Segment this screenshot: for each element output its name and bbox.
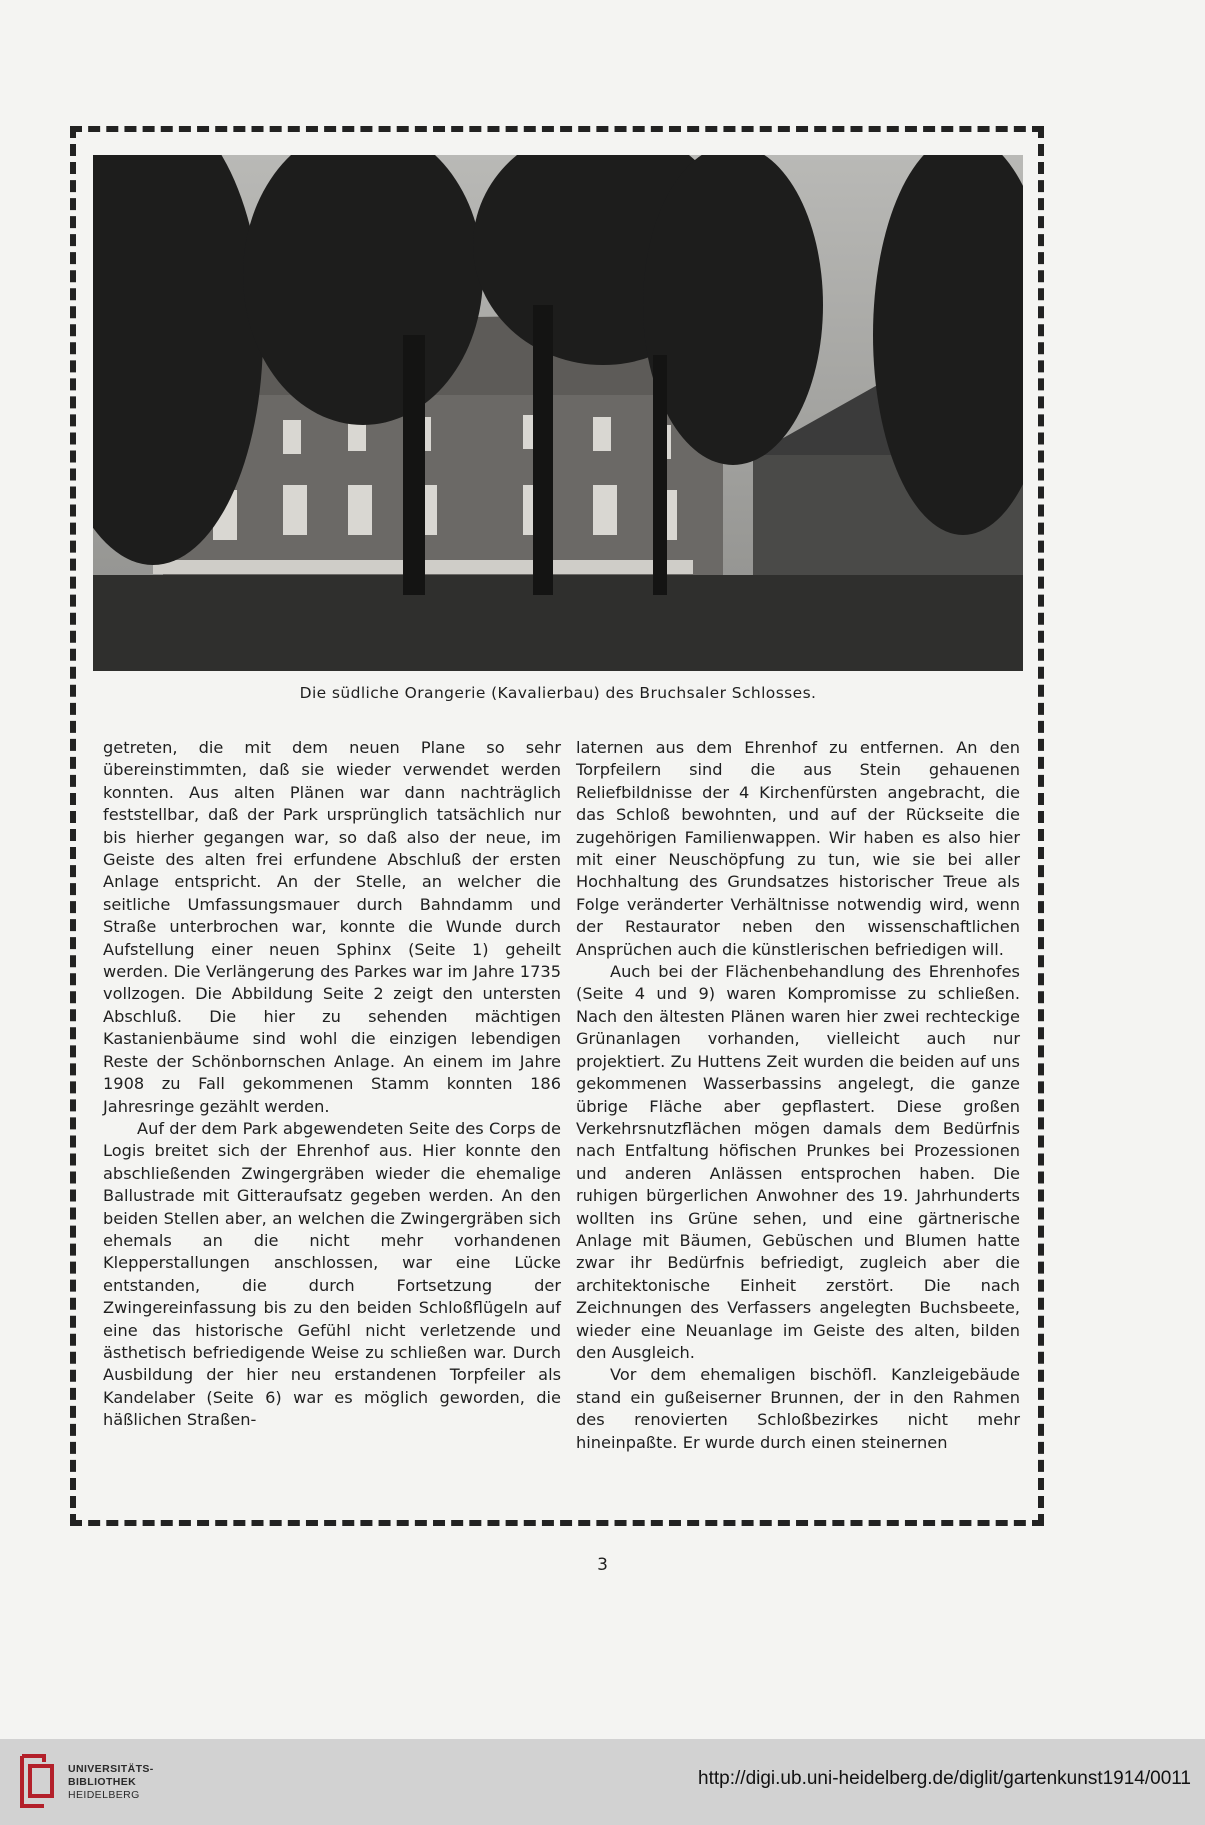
paragraph: Vor dem ehemaligen bischöfl. Kanzleigebäude stand ein gußeiserner Brunnen, der in den Rahmen des renovierten Schloßbezirkes nicht mehr hineinpaßte. Er wurde durch einen steinernen xyxy=(576,1365,1020,1452)
text-column-right xyxy=(576,737,1020,1454)
page-number: 3 xyxy=(597,1555,608,1575)
orangerie-photo xyxy=(93,155,1023,671)
library-logo-icon xyxy=(14,1750,60,1812)
source-url-link[interactable]: http://digi.ub.uni-heidelberg.de/diglit/gartenkunst1914/0011 xyxy=(698,1768,1191,1789)
paragraph: Auf der dem Park abgewendeten Seite des Corps de Logis breitet sich der Ehrenhof aus. Hier konnte den abschließenden Zwingergräben wieder die ehemalige Ballustrade mit Gitteraufsatz gegeben werden. An den beiden Stellen aber, an welchen die Zwingergräben sich ehemals an die nicht mehr vorhandenen Klepperstallungen anschlossen, war eine Lücke entstanden, die durch Fortsetzung der Zwingereinfassung bis zu den beiden Schloßflügeln auf eine das historische Gefühl nicht verletzende und ästhetisch befriedigende Weise zu schließen war. Durch Ausbildung der hier neu erstandenen Torpfeiler als Kandelaber (Seite 6) war es möglich geworden, die häßlichen Straßen- xyxy=(103,1118,561,1430)
text-column-left xyxy=(103,737,561,1432)
paragraph: Auch bei der Flächenbehandlung des Ehrenhofes (Seite 4 und 9) waren Kompromisse zu schließen. Nach den ältesten Plänen waren hier zwei rechteckige Grünanlagen vorhanden, vielleicht auch nur projektiert. Zu Huttens Zeit wurden die beiden auf uns gekommenen Wasserbassins angelegt, die ganze übrige Fläche aber gepflastert. Diese großen Verkehrsnutzflächen mögen damals dem Bedürfnis nach Entfaltung höfischen Prunkes bei Prozessionen und anderen Anlässen entsprochen haben. Die ruhigen bürgerlichen Anwohner des 19. Jahrhunderts wollten ins Grüne sehen, und eine gärtnerische Anlage mit Bäumen, Gebüschen und Blumen hatte zwar ihr Bedürfnis befriedigt, zugleich aber die architektonische Einheit zerstört. Die nach Zeichnungen des Verfassers angelegten Buchsbeete, wieder eine Neuanlage im Geiste des alten, bilden den Ausgleich. xyxy=(576,962,1020,1362)
paragraph: laternen aus dem Ehrenhof zu entfernen. An den Torpfeilern sind die aus Stein gehauenen Reliefbildnisse der 4 Kirchenfürsten angebracht, die das Schloß bewohnten, und auf der Rückseite die zugehörigen Familienwappen. Wir haben es also hier mit einer Neuschöpfung zu tun, wie sie bei aller Hochhaltung des Grundsatzes historischer Treue als Folge veränderter Verhältnisse notwendig wird, wenn der Restaurator neben den wissenschaftlichen Ansprüchen auch die künstlerischen befriedigen will. xyxy=(576,738,1020,959)
library-name: UNIVERSITÄTS- BIBLIOTHEK HEIDELBERG xyxy=(68,1763,154,1801)
photo-caption: Die südliche Orangerie (Kavalierbau) des Bruchsaler Schlosses. xyxy=(299,684,817,702)
paragraph: getreten, die mit dem neuen Plane so sehr übereinstimmten, daß sie wieder verwendet werden konnten. Aus alten Plänen war dann nachträglich feststellbar, daß der Park ursprünglich tatsächlich nur bis hierher gegangen war, so daß also der neue, im Geiste des alten frei erfundene Abschluß der ersten Anlage entspricht. An der Stelle, an welcher die seitliche Umfassungsmauer durch Bahndamm und Straße unterbrochen war, konnte die Wunde durch Aufstellung einer neuen Sphinx (Seite 1) geheilt werden. Die Verlängerung des Parkes war im Jahre 1735 vollzogen. Die Abbildung Seite 2 zeigt den untersten Abschluß. Die hier zu sehenden mächtigen Kastanienbäume sind wohl die einzigen lebendigen Reste der Schönbornschen Anlage. An einem im Jahre 1908 zu Fall gekommenen Stamm konnten 186 Jahresringe gezählt werden. xyxy=(103,738,561,1116)
